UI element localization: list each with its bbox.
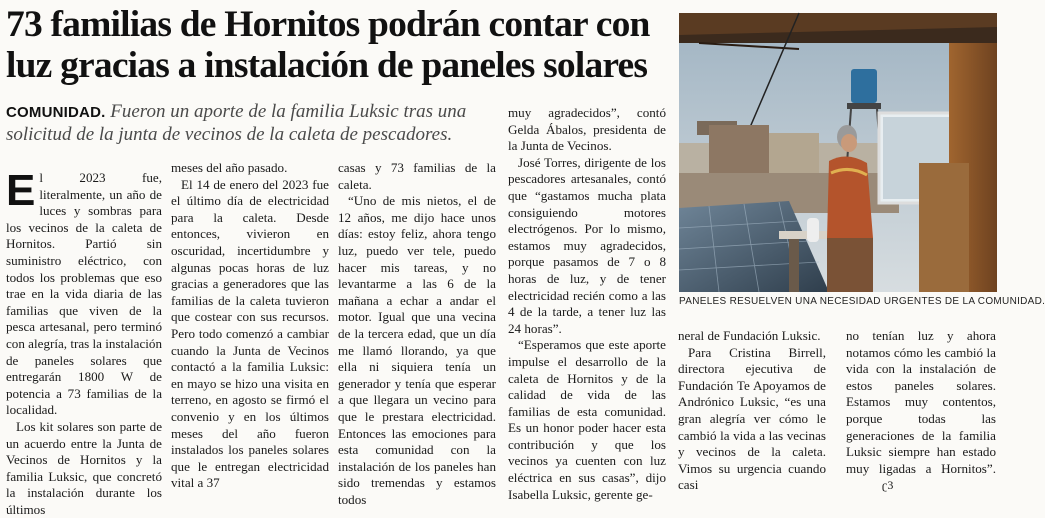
paragraph: neral de Fundación Luksic. (678, 328, 821, 343)
article-column-1 (6, 166, 162, 518)
headline-line-1: 73 familias de Hornitos podrán contar con (6, 4, 650, 45)
drop-cap: E (6, 166, 36, 215)
end-of-article-mark: ʗ3 (882, 478, 894, 493)
section-kicker: COMUNIDAD. (6, 104, 106, 121)
paragraph: “Esperamos que este aporte impulse el desarrollo de la caleta de Hornitos y de la calidad de vida de las familias de esta comunidad. Es un honor poder hacer esta contribución y que los vecinos ya cuenten con luz eléctrica en sus casas”, dijo Isabella Luksic, gerente ge- (508, 337, 666, 502)
paragraph: Para Cristina Birrell, directora ejecutiva de Fundación Te Apoyamos de Andrónico Luksic, “es una gran alegría ver cómo le cambió la vida a las vecinas y vecinos de la caleta. Vimos su urgencia cuando casi (678, 344, 826, 493)
article-photo (679, 13, 997, 292)
headline (6, 4, 666, 86)
article-column-6 (846, 328, 996, 494)
photo-caption: PANELES RESUELVEN UNA NECESIDAD URGENTES DE LA COMUNIDAD. (679, 296, 1045, 307)
subheadline (6, 101, 501, 146)
article-column-4 (508, 105, 666, 503)
article-column-5 (678, 328, 826, 494)
article-column-2 (171, 160, 329, 492)
paragraph: José Torres, dirigente de los pescadores artesanales, contó que “gastamos mucha plata consiguiendo motores electrógenos. Por lo mismo, estamos muy agradecidos, porque pasamos de 7 o 8 horas de luz, y de tener electricidad recién como a las 4 de la tarde, a tener luz las 24 horas”. (508, 154, 666, 336)
article-column-3 (338, 160, 496, 508)
paragraph: casas y 73 familias de la caleta. (338, 160, 496, 192)
paragraph: no tenían luz y ahora notamos cómo les cambió la vida con la instalación de estos paneles solares. Estamos muy contentos, porque todas las generaciones de la familia Luksic siempre han estado muy ligadas a Hornitos”.ʗ3 (846, 328, 996, 493)
paragraph: Los kit solares son parte de un acuerdo entre la Junta de Vecinos de Hornitos y la familia Luksic, que concretó la instalación durante los últimos (6, 418, 162, 517)
paragraph: “Uno de mis nietos, el de 12 años, me dijo hace unos días: estoy feliz, ahora tengo luz, puedo ver tele, puedo hacer mis tareas, y no levantarme a las 6 de la mañana a echar a andar el motor. Igual que una vecina de la tercera edad, que un día me llamó llorando, ya que ella ni siquiera tenía un generador y tenía que esperar a que llegara un vecino para que le prestara electricidad. Entonces las emociones para esta comunidad con la instalación de los paneles han sido tremendas y estamos todos (338, 193, 496, 507)
paragraph: muy agradecidos”, contó Gelda Ábalos, presidenta de la Junta de Vecinos. (508, 105, 666, 154)
subheadline-text: Fueron un aporte de la familia Luksic tras una solicitud de la junta de vecinos de la caleta de pescadores. (6, 101, 467, 145)
photo-solar-panels-image (679, 13, 997, 292)
paragraph: El 2023 fue, literalmente, un año de luces y sombras para los vecinos de la caleta de Hornitos. Partió sin suministro eléctrico, con todos los problemas que eso trae en la vida diaria de las familias que viven de la pesca artesanal, pero terminó con alegría, tras la instalación de paneles solares que entregarán 1800 W de potencia a 73 familias de la localidad. (6, 166, 162, 418)
paragraph: meses del año pasado. (171, 160, 288, 175)
headline-line-2: luz gracias a instalación de paneles solares (6, 45, 648, 86)
paragraph: El 14 de enero del 2023 fue el último día de electricidad para la caleta. Desde entonces, vivieron en oscuridad, incertidumbre y algunas pocas horas de luz gracias a generadores que las familias de la caleta tuvieron que costear con sus recursos. Pero todo comenzó a cambiar cuando la Junta de Vecinos contactó a la familia Luksic: en mayo se hizo una visita en terreno, en agosto se firmó el convenio y en los últimos meses del año fueron instalados los paneles solares que le entregan electricidad vital a 37 (171, 176, 329, 491)
